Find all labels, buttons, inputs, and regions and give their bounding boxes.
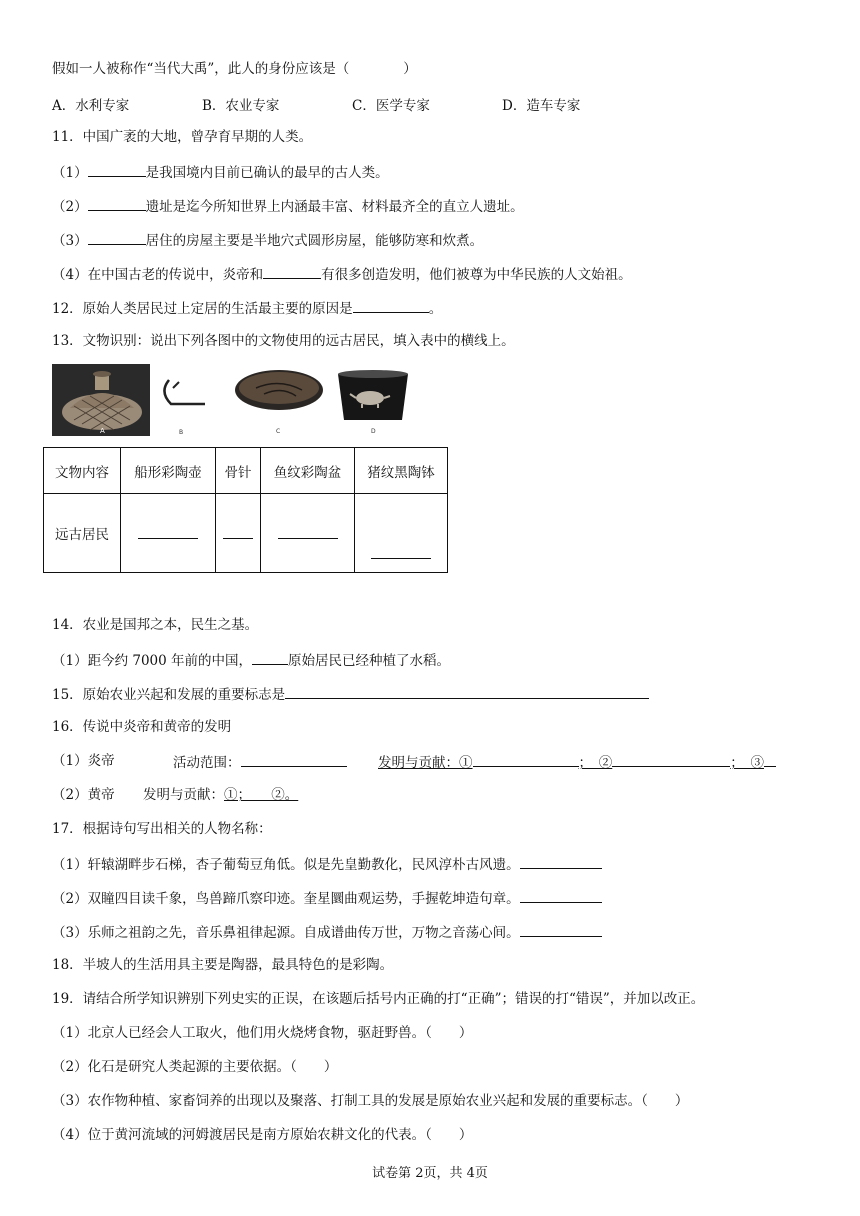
table-cell: 猪纹黑陶钵 (355, 448, 448, 494)
q19-item-2: （2）化石是研究人类起源的主要依据。（ ） (52, 1059, 338, 1075)
answer-blank[interactable] (252, 650, 288, 665)
table-answer-cell (355, 494, 448, 573)
table-answer-cell (216, 494, 261, 573)
page-footer: 试卷第 2页，共 4页 (372, 1166, 488, 1181)
q11-item-1: （1） 是我国境内目前已确认的最早的古人类。 (52, 162, 389, 182)
q16-yan-range: 活动范围： (173, 752, 347, 772)
q19-item-1: （1）北京人已经会人工取火，他们用火烧烤食物，驱赶野兽。（ ） (52, 1025, 473, 1041)
q11-stem: 11．中国广袤的大地，曾孕育早期的人类。 (52, 129, 313, 145)
artifact-image-c (234, 368, 324, 436)
answer-blank[interactable] (138, 524, 198, 539)
q12-stem: 12．原始人类居民过上定居的生活最主要的原因是 。 (52, 298, 442, 318)
image-label-a: A (100, 427, 105, 435)
q19-item-3: （3）农作物种植、家畜饲养的出现以及聚落、打制工具的发展是原始农业兴起和发展的重要标志。（ ） (52, 1093, 689, 1109)
answer-blank[interactable] (473, 752, 579, 767)
table-answer-cell (261, 494, 355, 573)
answer-blank[interactable] (612, 752, 730, 767)
q13-stem: 13．文物识别：说出下列各图中的文物使用的远古居民，填入表中的横线上。 (52, 333, 515, 349)
artifact-table (43, 447, 448, 573)
q17-item-1: （1）轩辕湖畔步石梯，杏子葡萄豆角低。似是先皇勤教化，民风淳朴古风遗。 (52, 854, 602, 874)
image-label-c: C (276, 428, 281, 435)
table-answer-cell (121, 494, 216, 573)
q11-item-3: （3） 居住的房屋主要是半地穴式圆形房屋，能够防寒和炊煮。 (52, 230, 483, 250)
answer-blank[interactable] (285, 684, 649, 699)
answer-blank[interactable] (278, 524, 338, 539)
q15-stem: 15．原始农业兴起和发展的重要标志是 (52, 684, 649, 704)
q18-stem: 18．半坡人的生活用具主要是陶器，最具特色的是彩陶。 (52, 957, 394, 973)
q10-option-a: A．水利专家 (52, 98, 130, 114)
q19-item-4: （4）位于黄河流域的河姆渡居民是南方原始农耕文化的代表。（ ） (52, 1127, 473, 1143)
table-cell: 鱼纹彩陶盆 (261, 448, 355, 494)
table-cell: 骨针 (216, 448, 261, 494)
q16-yan-invention: 发明与贡献：① ； ② ； ③ (378, 752, 776, 772)
image-label-b: B (179, 429, 184, 436)
artifact-image-a (52, 364, 150, 436)
artifact-image-b (155, 364, 217, 436)
answer-blank[interactable] (88, 230, 146, 245)
q17-stem: 17．根据诗句写出相关的人物名称： (52, 821, 272, 837)
q10-option-c: C．医学专家 (352, 98, 430, 114)
table-cell: 船形彩陶壶 (121, 448, 216, 494)
q10-option-d: D．造车专家 (502, 98, 581, 114)
q14-item-1: （1）距今约 7000 年前的中国， 原始居民已经种植了水稻。 (52, 650, 450, 670)
image-label-d: D (371, 428, 376, 435)
q16-huang-invention: 发明与贡献：①； ②。 (143, 787, 299, 803)
q17-item-2: （2）双瞳四目读千象，鸟兽蹄爪察印迹。奎星圜曲观运势，手握乾坤造句章。 (52, 888, 602, 908)
q16-yan-label: （1）炎帝 (52, 753, 115, 769)
q19-stem: 19．请结合所学知识辨别下列史实的正误，在该题后括号内正确的打“正确”；错误的打“错误”，并加以改正。 (52, 991, 705, 1007)
answer-blank[interactable] (353, 298, 429, 313)
answer-blank[interactable] (241, 752, 347, 767)
answer-blank[interactable] (520, 854, 602, 869)
table-row-header: 文物内容 (44, 448, 121, 494)
answer-blank[interactable] (88, 196, 146, 211)
artifact-image-d (336, 368, 410, 436)
q10-stem: 假如一人被称作“当代大禹”，此人的身份应该是（ ） (52, 61, 417, 77)
q16-stem: 16．传说中炎帝和黄帝的发明 (52, 719, 232, 735)
table-row-header: 远古居民 (44, 494, 121, 573)
q11-item-4: （4）在中国古老的传说中，炎帝和 有很多创造发明，他们被尊为中华民族的人文始祖。 (52, 264, 632, 284)
q16-huang-label: （2）黄帝 (52, 787, 115, 803)
answer-blank[interactable] (520, 888, 602, 903)
answer-blank[interactable] (88, 162, 146, 177)
q17-item-3: （3）乐师之祖韵之先，音乐鼻祖律起源。自成谱曲传万世，万物之音荡心间。 (52, 922, 602, 942)
q14-stem: 14．农业是国邦之本，民生之基。 (52, 617, 259, 633)
answer-blank[interactable] (520, 922, 602, 937)
q11-item-2: （2） 遗址是迄今所知世界上内涵最丰富、材料最齐全的直立人遗址。 (52, 196, 524, 216)
answer-blank[interactable] (263, 264, 321, 279)
answer-blank[interactable] (764, 752, 776, 767)
q10-option-b: B．农业专家 (202, 98, 280, 114)
answer-blank[interactable] (223, 524, 253, 539)
answer-blank[interactable] (371, 544, 431, 559)
